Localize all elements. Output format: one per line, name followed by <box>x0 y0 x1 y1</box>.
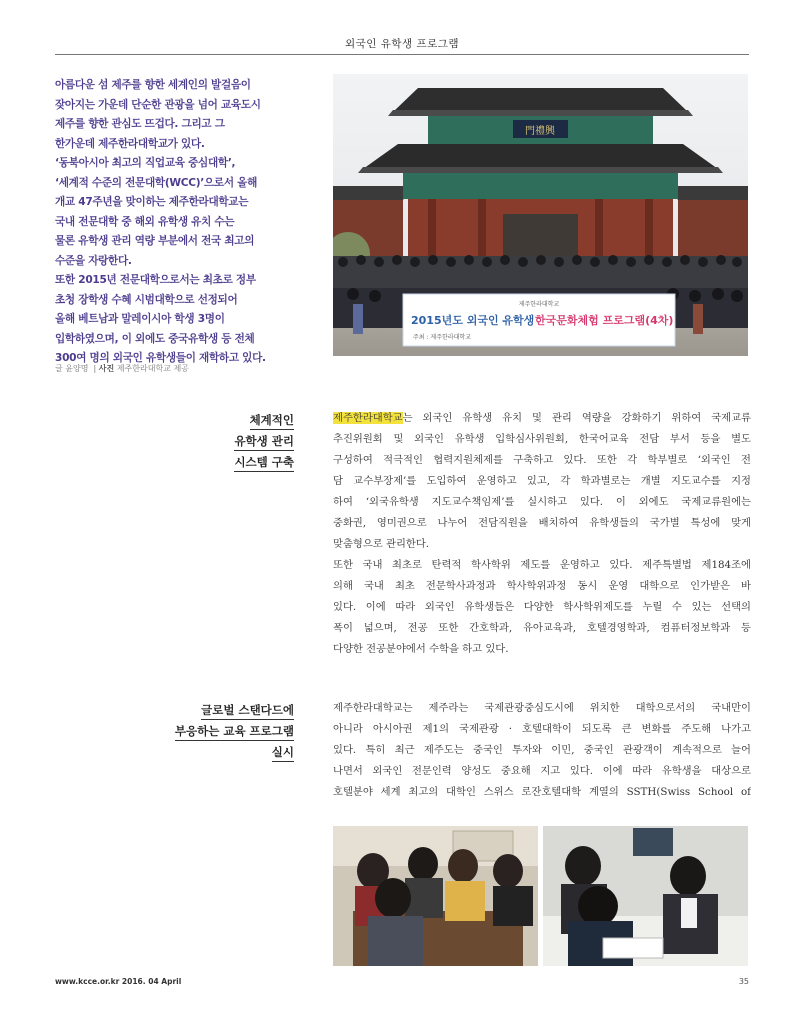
intro-line: 잦아지는 가운데 단순한 관광을 넘어 교육도시 <box>55 98 261 111</box>
body-line: 제주한라대학교는 외국인 유학생 유치 및 관리 역량을 강화하기 위하여 국제교류 <box>333 412 751 424</box>
page-header-title: 외국인 유학생 프로그램 <box>344 38 460 50</box>
body-line: 다양한 전공분야에서 수학을 하고 있다. <box>333 643 509 655</box>
body-line: 또한 국내 최초로 탄력적 학사학위 제도를 운영하고 있다. 제주특별법 제184조에 <box>333 559 751 571</box>
credit-photo: 제주한라대학교 제공 <box>116 364 189 373</box>
gate-sign-text: 門禮興 <box>525 126 555 137</box>
page-number: 35 <box>738 977 749 986</box>
intro-line: 물론 유학생 관리 역량 부분에서 전국 최고의 <box>55 235 255 247</box>
credit-photo-label: 사진 <box>98 364 115 373</box>
heading-line: 유학생 관리 <box>234 432 294 451</box>
highlight-university-name: 제주한라대학교 <box>333 412 403 424</box>
intro-line: 올해 베트남과 말레이시아 학생 3명이 <box>55 313 225 325</box>
body-line: 폭이 넓으며, 전공 또한 간호학과, 유아교육과, 호텔경영학과, 컴퓨터정보학과 등 <box>333 622 751 634</box>
footer-site-date: www.kcce.or.kr 2016. 04 April <box>55 977 182 986</box>
heading-line: 부응하는 교육 프로그램 <box>175 722 294 741</box>
intro-line: 초청 장학생 수혜 시범대학으로 선정되어 <box>55 293 238 306</box>
header-divider <box>55 54 749 55</box>
photo-credit: 글 윤양명 | 사진 제주한라대학교 제공 <box>55 364 189 373</box>
intro-line: 제주를 향한 관심도 뜨겁다. 그리고 그 <box>55 118 225 130</box>
banner-line2: 한국문화체험 프로그램(4차) <box>535 314 674 327</box>
heading-line: 체계적인 <box>250 411 294 430</box>
intro-line: 국내 전문대학 중 해외 유학생 유치 수는 <box>55 215 235 228</box>
body-line: 호텔분야 세계 최고의 대학인 스위스 로잔호텔대학 계열의 SSTH(Swiss School of <box>333 786 751 798</box>
intro-line: 300여 명의 외국인 유학생들이 재학하고 있다. <box>55 352 266 364</box>
intro-line: ‘세계적 수준의 전문대학(WCC)’으로서 올해 <box>55 176 258 189</box>
body-line: 제주한라대학교는 제주라는 국제관광중심도시에 위치한 대학으로서의 국내만이 <box>333 702 751 714</box>
intro-line: 아름다운 섬 제주를 향한 세계인의 발걸음이 <box>55 79 251 91</box>
intro-line: 개교 47주년을 맞이하는 제주한라대학교는 <box>55 196 249 208</box>
banner-sub: 주최 : 제주한라대학교 <box>413 334 472 341</box>
section2-body <box>333 698 751 803</box>
body-line: 추진위원회 및 외국인 유학생 입학심사위원회, 한국어교육 전담 부서 등을 별도 <box>333 433 751 445</box>
body-line: 의해 국내 최초 전문학사과정과 학사학위과정 동시 운영 대학으로 인가받은 바 <box>333 580 751 592</box>
banner-small-text: 제주한라대학교 <box>518 301 560 308</box>
credit-writer: 글 윤양명 <box>55 364 89 373</box>
intro-line: 또한 2015년 전문대학으로서는 최초로 정부 <box>55 274 256 286</box>
body-line: 담 교수부장제’를 도입하여 운영하고 있고, 각 학과별로는 개별 지도교수를 지정 <box>333 475 751 487</box>
intro-line: 입학하였으며, 이 외에도 중국유학생 등 전체 <box>55 332 255 345</box>
section1-body <box>333 408 751 660</box>
intro-text <box>55 76 275 369</box>
heading-line: 실시 <box>272 743 294 762</box>
body-line: 아니라 아시아권 제1의 국제관광 · 호텔대학이 되도록 큰 변화를 주도해 나가고 <box>333 723 751 735</box>
body-line: 나면서 외국인 전문인력 양성도 중요해 지고 있다. 이에 따라 유학생을 대상으로 <box>333 765 751 777</box>
body-line: 중화권, 영미권으로 나누어 전담직원을 배치하여 유학생들의 국가별 특성에 맞게 <box>333 517 751 529</box>
body-line: 구성하여 적극적인 협력지원체제를 구축하고 있다. 또한 각 학부별로 ‘외국인 전 <box>333 454 751 466</box>
body-line: 맞춤형으로 관리한다. <box>333 538 430 550</box>
body-line: 있다. 특히 최근 제주도는 중국인 투자와 이민, 중국인 관광객이 계속적으로 늘어 <box>333 744 751 756</box>
intro-line: 한가운데 제주한라대학교가 있다. <box>55 137 205 150</box>
group-photo-palace-gate <box>333 74 748 356</box>
body-line: 하여 ‘외국유학생 지도교수책임제’를 실시하고 있다. 이 외에도 국제교류원에는 <box>333 496 751 508</box>
section2-heading <box>175 700 294 763</box>
intro-line: ‘동북아시아 최고의 직업교육 중심대학’, <box>55 157 236 169</box>
section1-heading <box>234 410 294 473</box>
intro-line: 수준을 자랑한다. <box>55 254 132 267</box>
heading-line: 글로벌 스탠다드에 <box>201 701 294 720</box>
banner-line1: 2015년도 외국인 유학생 <box>411 314 535 327</box>
body-line: 있다. 이에 따라 외국인 유학생들은 다양한 학사학위제도를 누릴 수 있는 선택의 <box>333 601 751 613</box>
classroom-photos <box>333 826 748 966</box>
heading-line: 시스템 구축 <box>234 453 294 472</box>
